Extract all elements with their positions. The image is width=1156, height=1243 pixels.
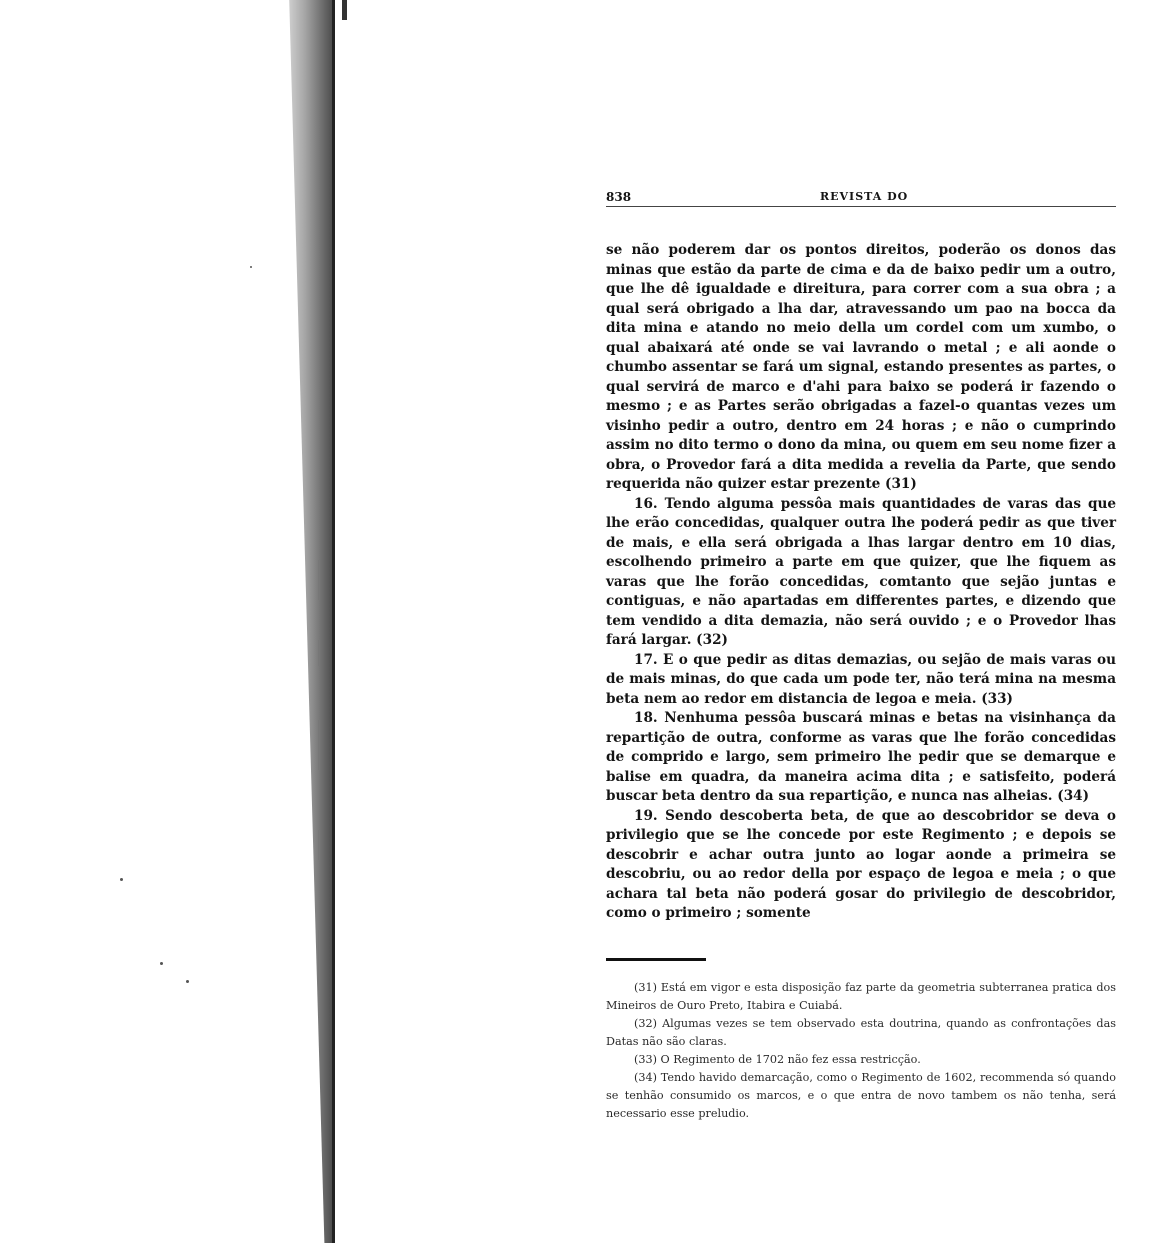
paragraph-18: 18. Nenhuma pessôa buscará minas e betas na visinhança da repartição de outra, conforme as varas que lhe forão concedidas de comprido e largo, sem primeiro lhe pedir que se demarque e balise em quadra, da maneira acima dita ; e satisfeito, poderá buscar beta dentro da sua repartição, e nunca nas alheias. (34): [606, 710, 1116, 804]
running-head: [606, 186, 1116, 207]
page-edge-line: [332, 0, 335, 1243]
binding-shadow: [270, 0, 334, 1243]
body-text: [606, 241, 1116, 924]
paragraph-continuation: se não poderem dar os pontos direitos, poderão os donos das minas que estão da parte de cima e da de baixo pedir um a outro, que lhe dê igualdade e direitura, para correr com a sua obra ; a qual será obrigado a lha dar, atravessando um pao na bocca da dita mina e atando no meio della um cordel com um xumbo, o qual abaixará até onde se vai lavrando o metal ; e ali aonde o chumbo assentar se fará um signal, estando presentes as partes, o qual servirá de marco e d'ahi para baixo se poderá ir fazendo o mesmo ; e as Partes serão obrigadas a fazel-o quantas vezes um visinho pedir a outro, dentro em 24 horas ; e não o cumprindo assim no dito termo o dono da mina, ou quem em seu nome fizer a obra, o Provedor fará a dita medida a revelia da Parte, que sendo requerida não quizer estar prezente (31): [606, 242, 1116, 492]
paragraph-16: 16. Tendo alguma pessôa mais quantidades de varas das que lhe erão concedidas, qualquer outra lhe poderá pedir as que tiver de mais, e ella será obrigada a lhas largar dentro em 10 dias, escolhendo primeiro a parte em que quizer, que lhe fiquem as varas que lhe forão concedidas, comtanto que sejão juntas e contiguas, e não apartadas em differentes partes, e dizendo que tem vendido a dita demazia, não será ouvido ; e o Provedor lhas fará largar. (32): [606, 495, 1116, 648]
book-gutter-shadow: [270, 0, 360, 1243]
paragraph-17: 17. E o que pedir as ditas demazias, ou sejão de mais varas ou de mais minas, do que cada um pode ter, não terá mina na mesma beta nem ao redor em distancia de legoa e meia. (33): [606, 651, 1116, 707]
page-number: 838: [606, 190, 632, 204]
paper-speck: [160, 962, 163, 965]
footnote-33: (33) O Regimento de 1702 não fez essa restricção.: [634, 1052, 921, 1066]
paper-speck: [186, 980, 189, 983]
gutter-mark: [318, 640, 320, 666]
gutter-mark: [318, 930, 320, 990]
gutter-mark: [318, 560, 320, 600]
footnote-34: (34) Tendo havido demarcação, como o Regimento de 1602, recommenda só quando se tenhão consumido os marcos, e o que entra de novo tambem os não tenha, será necessario esse preludio.: [606, 1070, 1116, 1120]
running-title: REVISTA DO: [820, 190, 909, 203]
footnote-32: (32) Algumas vezes se tem observado esta doutrina, quando as confrontações das Datas não são claras.: [606, 1016, 1116, 1048]
paragraph-19: 19. Sendo descoberta beta, de que ao descobridor se deva o privilegio que se lhe concede por este Regimento ; e depois se descobrir e achar outra junto ao logar aonde a primeira se descobriu, ou ao redor della por espaço de legoa e meia ; o que achara tal beta não poderá gosar do privilegio de descobridor, como o primeiro ; somente: [606, 807, 1116, 921]
paper-speck: [250, 266, 252, 268]
footnote-31: (31) Está em vigor e esta disposição faz parte da geometria subterranea pratica dos Mineiros de Ouro Preto, Itabira e Cuiabá.: [606, 980, 1116, 1012]
gutter-mark: [318, 830, 320, 860]
page-edge-mark: [342, 0, 347, 20]
paper-speck: [120, 878, 123, 881]
footnotes: [606, 979, 1116, 1123]
gutter-mark: [318, 720, 320, 770]
book-page: [606, 186, 1116, 1123]
footnote-rule: [606, 958, 706, 961]
